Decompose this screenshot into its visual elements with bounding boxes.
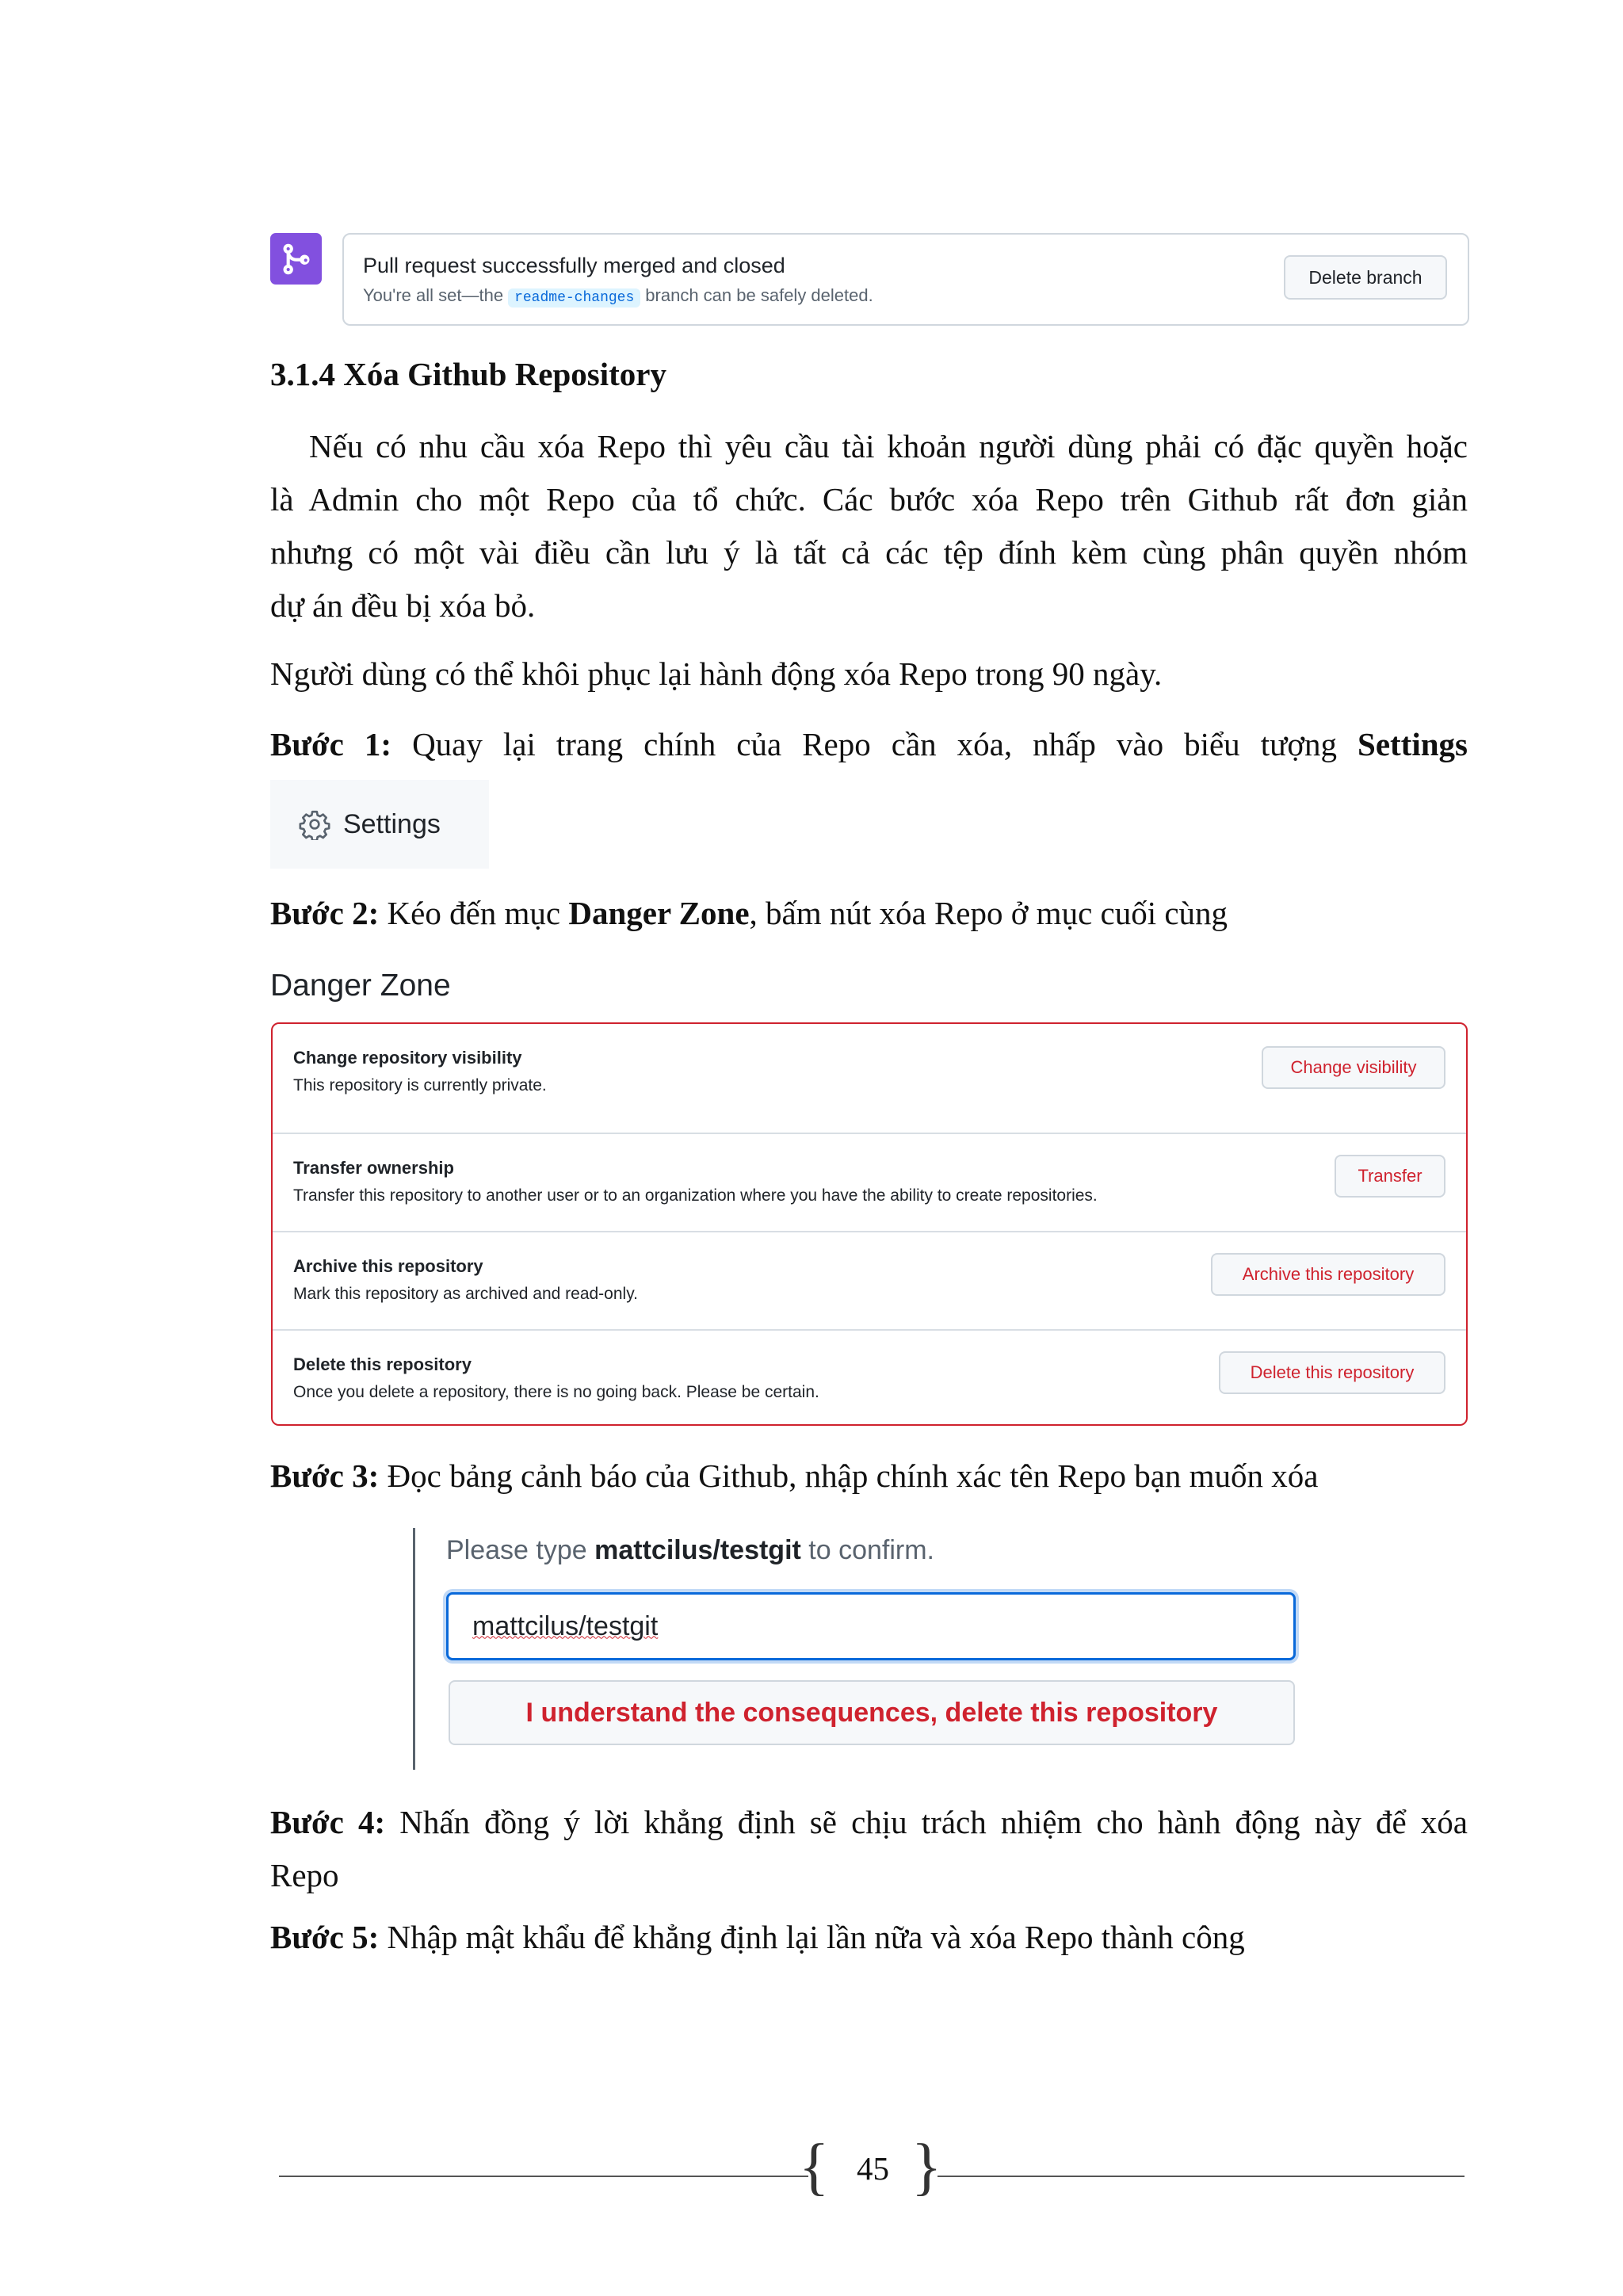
step-3-label: Bước 3:: [270, 1457, 380, 1494]
footer-rule-left: [279, 2176, 808, 2177]
paragraph-2: Người dùng có thể khôi phục lại hành động xóa Repo trong 90 ngày.: [270, 655, 1163, 692]
merge-subtitle: [363, 285, 873, 308]
page-number: 45: [857, 2150, 889, 2187]
step-2-label: Bước 2:: [270, 895, 380, 931]
danger-row-label: Transfer ownership: [293, 1158, 454, 1178]
step-4-label: Bước 4:: [270, 1804, 386, 1840]
step-2-bold: Danger Zone: [568, 895, 750, 931]
merge-sub-suffix: branch can be safely deleted.: [645, 285, 873, 305]
para1-line: dự án đều bị xóa bỏ.: [270, 587, 536, 624]
archive-repository-button[interactable]: Archive this repository: [1211, 1253, 1445, 1296]
danger-row-desc: Transfer this repository to another user or to an organization where you have the ability to create repositories.: [293, 1186, 1098, 1205]
right-brace-icon: }: [911, 2132, 942, 2202]
git-merge-icon: [279, 242, 314, 277]
left-brace-icon: {: [799, 2132, 830, 2202]
confirm-prompt: [446, 1535, 934, 1566]
step-1: [270, 718, 1468, 771]
merge-icon: [270, 233, 322, 285]
step-1-text: Quay lại trang chính của Repo cần xóa, nhấp vào biểu tượng: [412, 726, 1337, 762]
step-5-label: Bước 5:: [270, 1919, 380, 1955]
confirm-prompt-suffix: to confirm.: [808, 1535, 935, 1565]
footer-rule-right: [938, 2176, 1465, 2177]
step-4: [270, 1796, 1468, 1902]
settings-label: Settings: [343, 808, 441, 839]
danger-row-delete: [273, 1329, 1466, 1424]
merge-banner: [342, 233, 1469, 326]
step-4-line: [270, 1796, 1468, 1849]
step-4-text: Nhấn đồng ý lời khẳng định sẽ chịu trách nhiệm cho hành động này để xóa: [399, 1804, 1468, 1840]
step-2: [270, 894, 1228, 932]
section-heading: 3.1.4 Xóa Github Repository: [270, 356, 667, 392]
merge-sub-prefix: You're all set—the: [363, 285, 504, 305]
delete-repository-button[interactable]: Delete this repository: [1219, 1351, 1445, 1394]
para1-line: nhưng có một vài điều cần lưu ý là tất cả các tệp đính kèm cùng phân quyền nhóm: [270, 534, 1468, 571]
step-3: [270, 1457, 1319, 1495]
branch-name: readme-changes: [508, 288, 640, 308]
danger-row-archive: [273, 1231, 1466, 1329]
confirm-input-value: mattcilus/testgit: [472, 1610, 659, 1641]
step-1-bold: Settings: [1358, 726, 1468, 762]
step-5-text: Nhập mật khẩu để khẳng định lại lần nữa và xóa Repo thành công: [387, 1919, 1245, 1955]
change-visibility-button[interactable]: Change visibility: [1262, 1046, 1445, 1089]
step-2-text-b: , bấm nút xóa Repo ở mục cuối cùng: [749, 895, 1228, 931]
danger-row-transfer: [273, 1133, 1466, 1231]
para1-line: là Admin cho một Repo của tổ chức. Các bước xóa Repo trên Github rất đơn giản: [270, 481, 1468, 518]
danger-row-desc: Once you delete a repository, there is no going back. Please be certain.: [293, 1383, 819, 1401]
settings-tab[interactable]: [270, 780, 489, 869]
paragraph-1: [270, 420, 1468, 632]
danger-row-label: Delete this repository: [293, 1354, 472, 1374]
danger-row-label: Archive this repository: [293, 1256, 483, 1276]
transfer-button[interactable]: Transfer: [1335, 1155, 1445, 1198]
danger-zone-title: Danger Zone: [270, 968, 451, 1003]
confirm-delete-button[interactable]: I understand the consequences, delete this repository: [449, 1680, 1295, 1745]
delete-branch-button[interactable]: Delete branch: [1284, 255, 1447, 300]
step-3-text: Đọc bảng cảnh báo của Github, nhập chính xác tên Repo bạn muốn xóa: [387, 1457, 1319, 1494]
confirm-prompt-prefix: Please type: [446, 1535, 587, 1565]
danger-zone-box: [271, 1022, 1468, 1426]
step-2-text-a: Kéo đến mục: [387, 895, 561, 931]
merge-title: Pull request successfully merged and closed: [363, 254, 785, 277]
step-4-cont: Repo: [270, 1857, 339, 1893]
danger-row-desc: This repository is currently private.: [293, 1076, 547, 1095]
danger-row-visibility: [273, 1024, 1466, 1133]
para1-line: Nếu có nhu cầu xóa Repo thì yêu cầu tài khoản người dùng phải có đặc quyền hoặc: [309, 428, 1468, 464]
danger-row-label: Change repository visibility: [293, 1048, 522, 1068]
step-5: [270, 1918, 1245, 1956]
confirm-repo-name: mattcilus/testgit: [594, 1535, 801, 1565]
confirm-repo-input[interactable]: [446, 1592, 1296, 1660]
gear-icon: [299, 808, 330, 840]
danger-row-desc: Mark this repository as archived and read-only.: [293, 1285, 638, 1303]
confirm-divider: [413, 1528, 415, 1770]
step-1-label: Bước 1:: [270, 726, 392, 762]
